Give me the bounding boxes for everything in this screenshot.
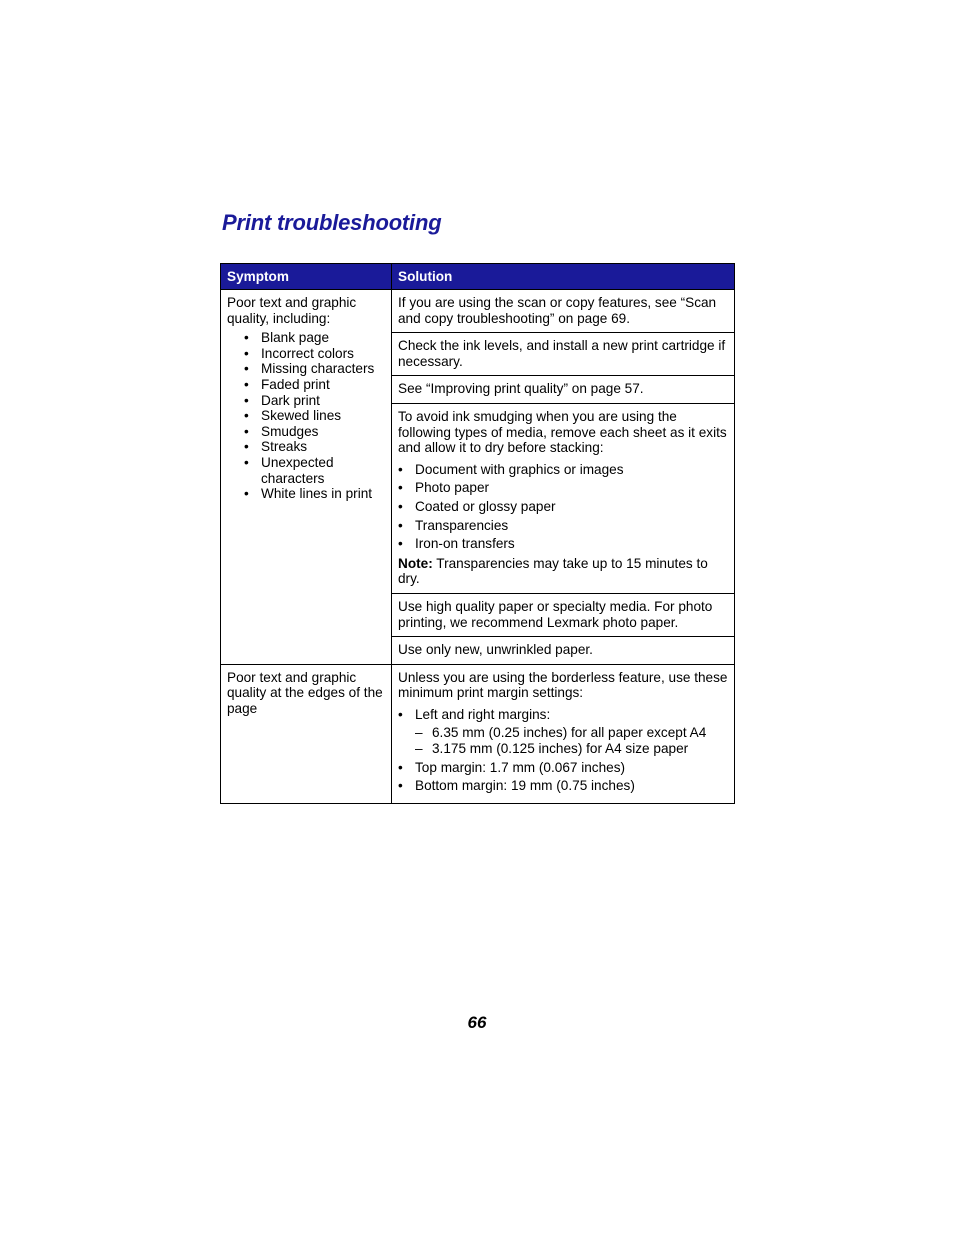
media-type-list — [398, 462, 728, 552]
page-number: 66 — [467, 1013, 487, 1032]
list-item: • Top margin: 1.7 mm (0.067 inches) — [398, 760, 728, 776]
solution-cell — [392, 403, 735, 593]
list-item: • Coated or glossy paper — [398, 499, 728, 515]
list-item: • Dark print — [244, 393, 385, 409]
list-item: – 3.175 mm (0.125 inches) for A4 size paper — [415, 741, 728, 757]
list-item: – 6.35 mm (0.25 inches) for all paper except A4 — [415, 725, 728, 741]
margin-lr-sublist — [415, 725, 728, 756]
note — [398, 556, 728, 587]
table-row — [221, 290, 735, 333]
solution-cell — [392, 664, 735, 803]
list-item: • Iron-on transfers — [398, 536, 728, 552]
symptom-intro: Poor text and graphic quality, including: — [227, 295, 357, 326]
list-item: • Incorrect colors — [244, 346, 385, 362]
solution-cell — [392, 333, 735, 376]
list-item: • Skewed lines — [244, 408, 385, 424]
note-text: Transparencies may take up to 15 minutes to dry. — [398, 555, 708, 587]
solution-cell — [392, 290, 735, 333]
solution-text-unwrinkled: Use only new, unwrinkled paper. — [398, 642, 593, 658]
page-title: Print troubleshooting — [222, 210, 442, 235]
solution-text-smudging: To avoid ink smudging when you are using the following types of media, remove each sheet as it exits and allow it to dry before stacking: — [398, 408, 727, 456]
list-item: • Smudges — [244, 424, 385, 440]
table-row — [221, 664, 735, 803]
list-item: • Transparencies — [398, 518, 728, 534]
margin-settings-list — [398, 707, 728, 794]
list-item: • Unexpected characters — [244, 455, 385, 486]
troubleshooting-table — [220, 263, 735, 804]
list-item — [398, 707, 728, 757]
solution-text-paper-quality: Use high quality paper or specialty media. For photo printing, we recommend Lexmark photo paper. — [398, 598, 713, 630]
solution-text-scan-copy: If you are using the scan or copy features, see “Scan and copy troubleshooting” on page 69. — [398, 295, 717, 326]
list-item: • Faded print — [244, 377, 385, 393]
symptom-cell-print-quality — [221, 290, 392, 665]
solution-header: Solution — [392, 264, 735, 290]
solution-text-margins: Unless you are using the borderless feature, use these minimum print margin settings: — [398, 669, 728, 701]
solution-cell — [392, 376, 735, 404]
symptom-header: Symptom — [221, 264, 392, 290]
list-item: • Blank page — [244, 330, 385, 346]
solution-text-improving-quality: See “Improving print quality” on page 57. — [398, 381, 644, 397]
list-item: • White lines in print — [244, 486, 385, 502]
symptom-text-edges: Poor text and graphic quality at the edges of the page — [227, 669, 383, 716]
solution-cell — [392, 637, 735, 665]
table-header-row — [221, 264, 735, 290]
list-item: • Document with graphics or images — [398, 462, 728, 478]
solution-cell — [392, 593, 735, 636]
solution-text-ink-levels: Check the ink levels, and install a new print cartridge if necessary. — [398, 338, 726, 369]
symptom-list — [227, 330, 385, 502]
symptom-cell-edges — [221, 664, 392, 803]
note-label: Note: — [398, 555, 433, 571]
margin-lr-label: Left and right margins: — [415, 706, 551, 722]
list-item: • Streaks — [244, 439, 385, 455]
list-item: • Bottom margin: 19 mm (0.75 inches) — [398, 778, 728, 794]
list-item: • Photo paper — [398, 480, 728, 496]
list-item: • Missing characters — [244, 361, 385, 377]
